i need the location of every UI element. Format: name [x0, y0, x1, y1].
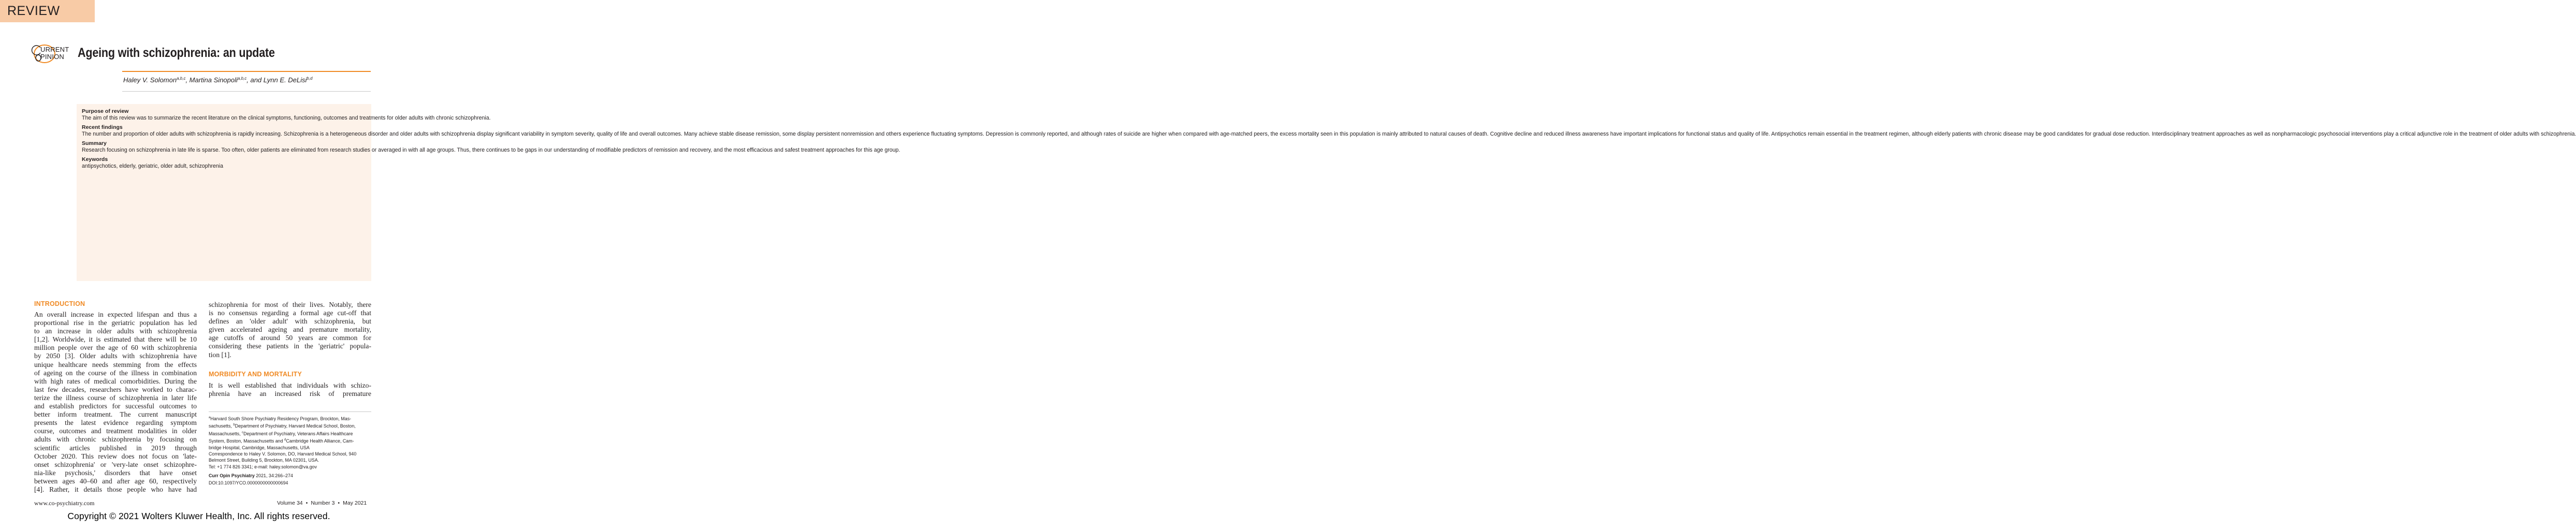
purpose-heading: Purpose of review [82, 108, 129, 114]
journal-website-link[interactable]: www.co-psychiatry.com [34, 499, 95, 507]
body-line: of ageing on the course of the illness in combination [34, 369, 197, 377]
abstract-line: persistent nonremission and others experience fluctuating symptoms. Depression is commonly reported, and [816, 131, 1080, 138]
affiliation-text: Harvard South Shore Psychiatry Residency Program, Brockton, Mas- [210, 416, 352, 421]
author-name: Martina Sinopoli [189, 76, 238, 84]
morbidity-heading: MORBIDITY AND MORTALITY [209, 371, 302, 378]
author-affiliation: a,b,c [177, 76, 186, 81]
body-line: last few decades, researchers have worked to charac- [34, 385, 197, 393]
body-line: onset schizophrenia' or 'very-late onset schizophre- [34, 460, 197, 468]
affiliation-text: bridge Hospital, Cambridge, Massachusetts, USA [209, 445, 310, 450]
body-line: million people over the age of 60 with schizophrenia [34, 344, 197, 352]
body-line: better inform treatment. The current manuscript [34, 410, 197, 419]
body-line: October 2020. This review does not focus on 'late- [34, 452, 197, 460]
keywords-heading: Keywords [82, 156, 108, 163]
affiliation-marker: d [284, 438, 286, 442]
body-line: between ages 40–60 and after age 60, respectively [34, 477, 197, 485]
author-separator: , and [246, 76, 264, 84]
doi: DOI:10.1097/YCO.0000000000000694 [209, 480, 288, 486]
abstract-line: essential in the treatment regimen, although elderly patients with chronic disease may be good candidates [1826, 131, 2084, 138]
affiliation-text: System, Boston, Massachusetts and [209, 438, 285, 444]
body-line: with high rates of medical comorbidities. During the [34, 377, 197, 385]
correspondence-line: Belmont Street, Building 5, Brockton, MA 02301, USA. [209, 458, 319, 463]
author-list [123, 76, 312, 84]
right-column-section [209, 381, 371, 398]
body-line: unique healthcare needs stemming from the effects [34, 360, 197, 369]
summary-text [82, 147, 900, 154]
bullet: • [338, 500, 340, 506]
author-name: Lynn E. DeLisi [263, 76, 307, 84]
author-affiliation: b,d [307, 76, 313, 81]
affiliation-text: Cambridge Health Alliance, Cam- [286, 438, 354, 444]
author-rule [122, 91, 371, 92]
body-line: nia-like psychosis,' disorders that have onset [34, 468, 197, 477]
abstract-line: outcomes and treatments for older adults with chronic schizophrenia. [323, 115, 491, 121]
body-line: proportional rise in the geriatric population has led [34, 319, 197, 327]
citation-detail: 2021, 34:266–274 [254, 473, 293, 478]
body-line: terize the illness course of schizophrenia in later life [34, 393, 197, 402]
bullet: • [305, 500, 308, 506]
logo-line-2: PINION [40, 53, 64, 61]
current-opinion-logo [33, 43, 69, 64]
article-title: Ageing with schizophrenia: an update [78, 46, 275, 60]
affiliation-text: Massachusetts, [209, 431, 242, 436]
abstract-line: approaches for this age group. [825, 147, 900, 154]
review-tab [0, 0, 95, 22]
abstract-line: for gradual dose reduction. Interdisciplinary treatment approaches as well as nonpharmacologic [2085, 131, 2317, 138]
footnote-rule [209, 411, 371, 412]
abstract-line: severity, quality of life and overall outcomes. Many achieve stable disease remission, some display [575, 131, 814, 138]
right-column-intro [209, 301, 371, 359]
body-line: phrenia have an increased risk of premature [209, 390, 371, 398]
abstract-line: of modifiable predictors of remission and recovery, and the most efficacious and safest treatment [590, 147, 824, 154]
affiliation-text: sachusetts, [209, 423, 234, 429]
abstract-line: psychosocial interventions play a critical adjunctive role in the treatment of older adults with schizophrenia. [2318, 131, 2576, 138]
logo-line-1: URRENT [40, 46, 69, 53]
body-line: considering these patients in the 'geriatric' popula- [209, 342, 371, 350]
summary-heading: Summary [82, 140, 107, 147]
author-separator: , [185, 76, 190, 84]
abstract-box [77, 104, 2576, 281]
issue-date: May 2021 [343, 500, 367, 506]
body-line: age cutoffs of around 50 years are common for [209, 334, 371, 342]
purpose-text [82, 115, 491, 122]
findings-heading: Recent findings [82, 124, 123, 131]
abstract-line: although rates of suicide are higher when compared with age-matched peers, the excess mortality seen in [1081, 131, 1338, 138]
issue-info [277, 500, 367, 506]
findings-text [82, 131, 2576, 138]
affiliation-marker: b [233, 423, 235, 427]
affiliations [209, 415, 373, 451]
affiliation-text: Department of Psychiatry, Harvard Medical School, Boston, [235, 423, 356, 429]
body-line: by 2050 [3]. Older adults with schizophrenia have [34, 352, 197, 360]
body-line: course, outcomes and treatment modalities in older [34, 427, 197, 435]
abstract-line: awareness have important implications for functional status and quality of life. Antipsychotics remain [1582, 131, 1825, 138]
correspondence-line: Correspondence to Haley V. Solomon, DO, Harvard Medical School, 940 [209, 451, 357, 457]
affiliation-marker: a [209, 416, 211, 419]
body-line: scientific articles published in 2019 through [34, 444, 197, 452]
body-line: schizophrenia for most of their lives. Notably, there [209, 301, 371, 308]
correspondence [209, 451, 373, 470]
body-line: An overall increase in expected lifespan and thus a [34, 311, 197, 318]
abstract-line: this population is mainly attributed to natural causes of death. Cognitive decline and reduced illness [1340, 131, 1581, 138]
body-line: It is well established that individuals with schizo- [209, 381, 371, 389]
body-line: to an increase in older adults with schizophrenia [34, 327, 197, 335]
body-line: [1,2]. Worldwide, it is estimated that there will be 10 [34, 335, 197, 344]
copyright-notice: Copyright © 2021 Wolters Kluwer Health, Inc. All rights reserved. [67, 511, 330, 521]
author-name: Haley V. Solomon [123, 76, 177, 84]
keywords-text [82, 163, 366, 170]
body-line: adults with chronic schizophrenia by focusing on [34, 435, 197, 444]
left-column-text [34, 311, 197, 494]
keywords-line: antipsychotics, elderly, geriatric, older adult, schizophrenia [82, 163, 224, 170]
body-line: presents the latest evidence regarding symptom [34, 419, 197, 427]
affiliation-marker: c [242, 431, 244, 434]
issue-number: Number 3 [311, 500, 335, 506]
abstract-line: research studies or averaged in with all age groups. Thus, there continues to be gaps in our understanding [330, 147, 589, 154]
body-line: and establish predictors for successful outcomes to [34, 402, 197, 410]
body-line: tion [1]. [209, 350, 231, 359]
introduction-heading: INTRODUCTION [34, 300, 85, 307]
body-line: defines an 'older adult' with schizophrenia, but [209, 317, 371, 326]
abstract-line: Research focusing on schizophrenia in late life is sparse. Too often, older patients are eliminated from [82, 147, 329, 154]
body-line: is no consensus regarding a formal age cut-off that [209, 309, 371, 317]
author-affiliation: a,b,c [237, 76, 247, 81]
abstract-line: heterogeneous disorder and older adults with schizophrenia display significant variability in symptom [330, 131, 574, 138]
title-rule [122, 71, 371, 72]
affiliation-text: Department of Psychiatry, Veterans Affairs Healthcare [243, 431, 353, 436]
abstract-line: The number and proportion of older adults with schizophrenia is rapidly increasing. Schizophrenia is a [82, 131, 329, 138]
body-line: [4]. Rather, it details those people who have had [34, 485, 197, 493]
abstract-line: The aim of this review was to summarize the recent literature on the clinical symptoms, functioning, [82, 115, 322, 121]
citation [209, 473, 373, 487]
body-line: given accelerated ageing and premature mortality, [209, 326, 371, 334]
journal-name: Curr Opin Psychiatry [209, 473, 255, 478]
review-tab-label: REVIEW [7, 4, 60, 18]
correspondence-line: Tel: +1 774 826 3341; e-mail: haley.solomon@va.gov [209, 464, 317, 469]
volume: Volume 34 [277, 500, 303, 506]
